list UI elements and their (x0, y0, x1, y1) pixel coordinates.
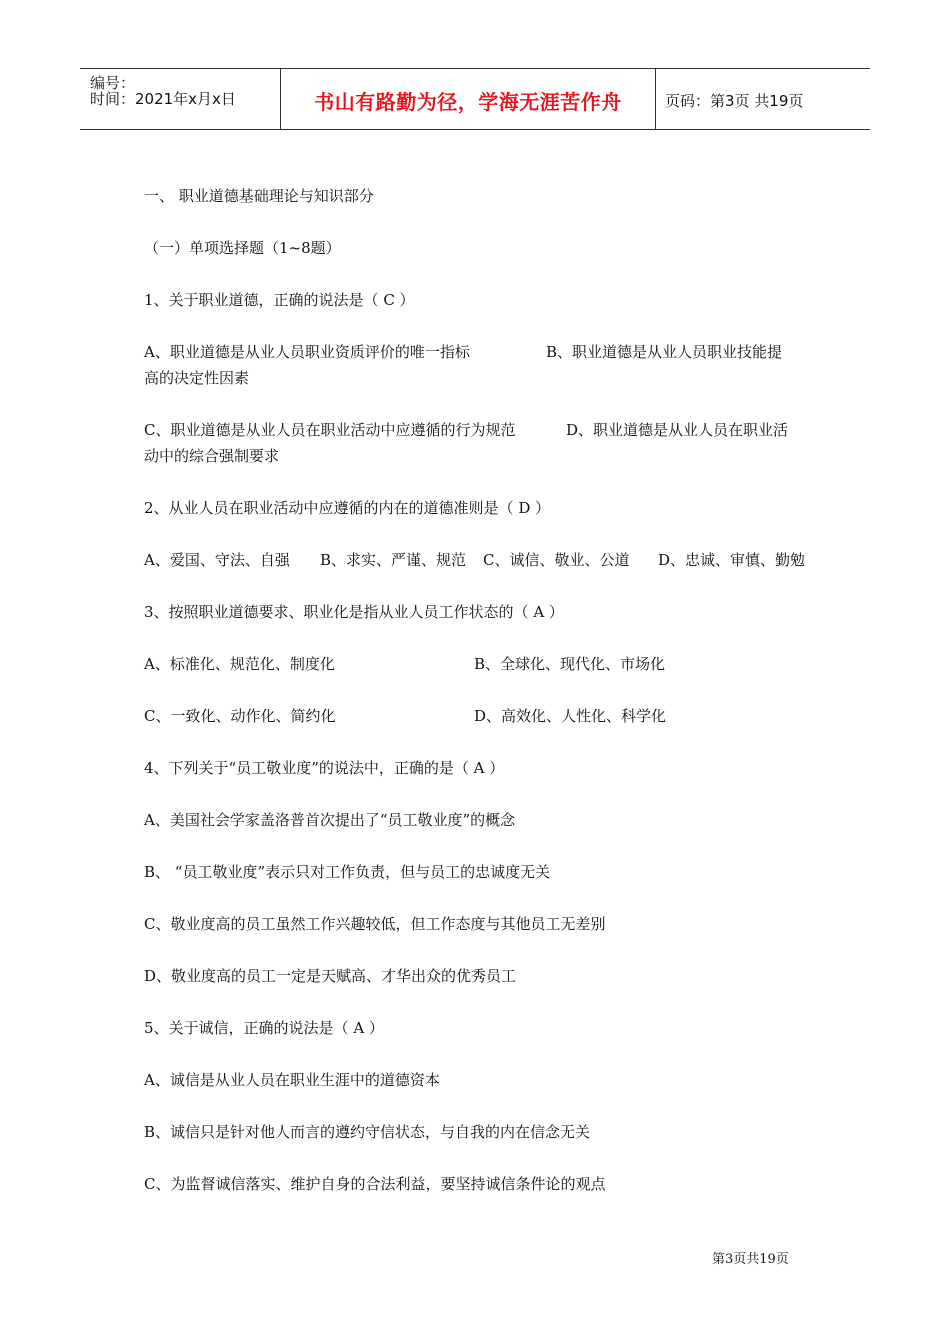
page-header (80, 68, 870, 130)
question-3-stem: 3、按照职业道德要求、职业化是指从业人员工作状态的（ A ） (144, 603, 564, 621)
question-4-stem: 4、下列关于“员工敬业度”的说法中，正确的是（ A ） (144, 759, 505, 777)
question-1-option-b-cont: 高的决定性因素 (144, 369, 250, 387)
question-1-option-a: A、职业道德是从业人员职业资质评价的唯一指标 (144, 343, 470, 361)
question-1-option-c: C、职业道德是从业人员在职业活动中应遵循的行为规范 (144, 421, 516, 439)
question-1-stem: 1、关于职业道德，正确的说法是（ C ） (144, 291, 415, 309)
question-4-option-d: D、敬业度高的员工一定是天赋高、才华出众的优秀员工 (144, 967, 517, 985)
header-page-info: 页码：第3页 共19页 (665, 92, 804, 110)
section-title: 一、 职业道德基础理论与知识部分 (144, 187, 374, 205)
question-5-stem: 5、关于诚信，正确的说法是（ A ） (144, 1019, 384, 1037)
page-footer: 第3页共19页 (712, 1252, 789, 1267)
question-5-option-c: C、为监督诚信落实、维护自身的合法利益，要坚持诚信条件论的观点 (144, 1175, 606, 1193)
question-1-option-d: D、职业道德是从业人员在职业活 (566, 421, 789, 439)
question-4-option-c: C、敬业度高的员工虽然工作兴趣较低，但工作态度与其他员工无差别 (144, 915, 606, 933)
header-motto-cell (280, 69, 656, 129)
question-2-option-b: B、求实、严谨、规范 (320, 551, 467, 569)
question-3-option-c: C、一致化、动作化、简约化 (144, 707, 336, 725)
question-4-option-a: A、美国社会学家盖洛普首次提出了“员工敬业度”的概念 (144, 811, 516, 829)
header-meta-cell (80, 69, 280, 129)
question-4-option-b: B、 “员工敬业度”表示只对工作负责，但与员工的忠诚度无关 (144, 863, 551, 881)
question-2-option-d: D、忠诚、审慎、勤勉 (658, 551, 806, 569)
question-2-option-a: A、爱国、守法、自强 (144, 551, 290, 569)
question-5-option-a: A、诚信是从业人员在职业生涯中的道德资本 (144, 1071, 440, 1089)
question-1-option-d-cont: 动中的综合强制要求 (144, 447, 280, 465)
code-label: 编号： (90, 74, 136, 92)
question-3-option-b: B、全球化、现代化、市场化 (474, 655, 666, 673)
subsection-title: （一）单项选择题（1~8题） (144, 239, 341, 257)
question-2-option-c: C、诚信、敬业、公道 (483, 551, 630, 569)
motto: 书山有路勤为径，学海无涯苦作舟 (314, 90, 622, 114)
header-page-cell (655, 69, 870, 129)
question-3-option-a: A、标准化、规范化、制度化 (144, 655, 335, 673)
question-3-option-d: D、高效化、人性化、科学化 (474, 707, 667, 725)
time-label: 时间：2021年x月x日 (90, 90, 236, 108)
question-1-option-b: B、职业道德是从业人员职业技能提 (546, 343, 783, 361)
question-2-stem: 2、从业人员在职业活动中应遵循的内在的道德准则是（ D ） (144, 499, 551, 517)
question-5-option-b: B、诚信只是针对他人而言的遵约守信状态，与自我的内在信念无关 (144, 1123, 591, 1141)
